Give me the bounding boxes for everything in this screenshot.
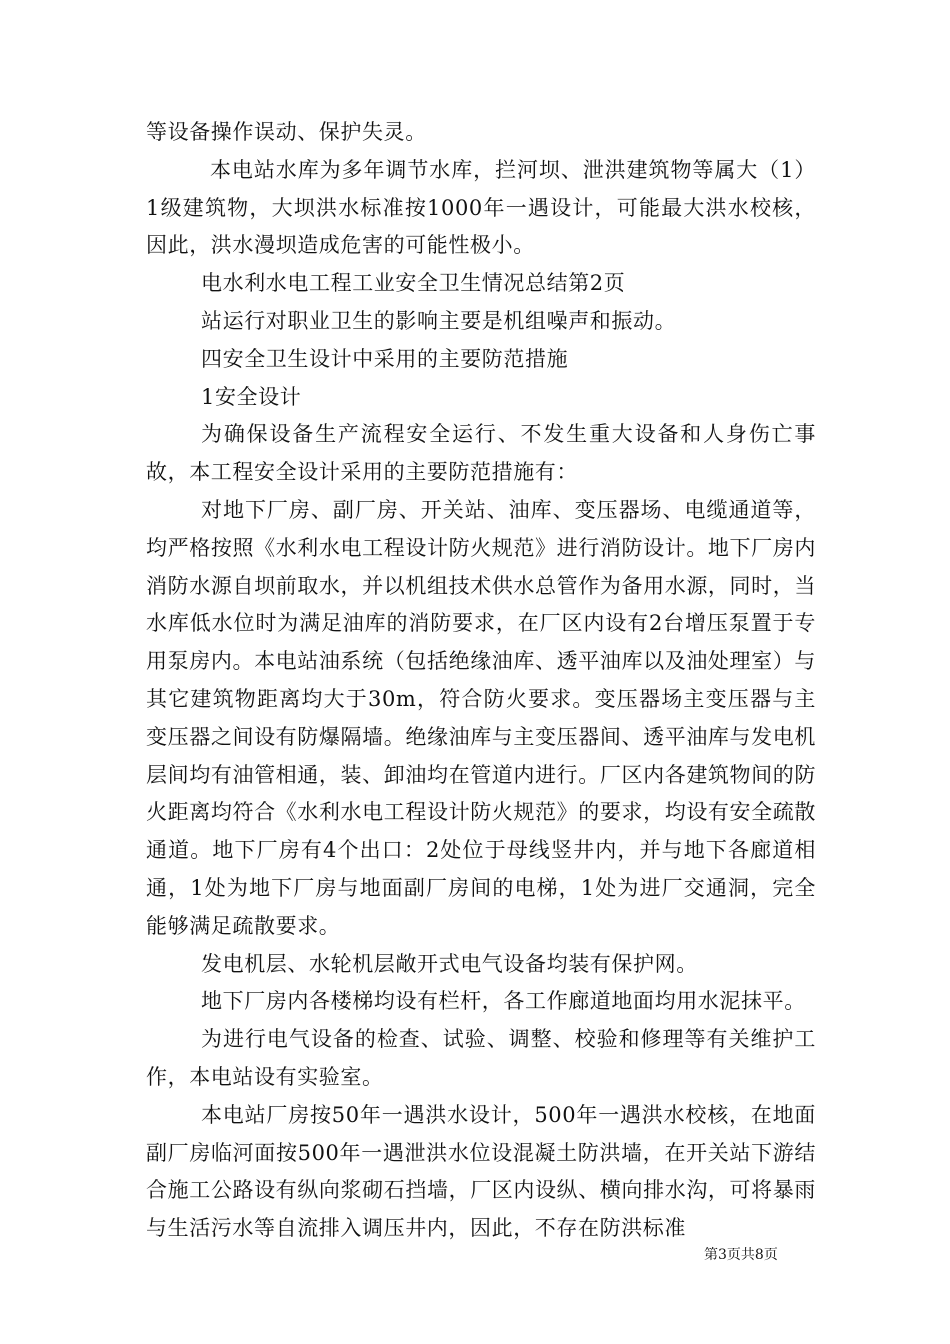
- paragraph-flood-control: 本电站厂房按50年一遇洪水设计，500年一遇洪水校核，在地面副厂房临河面按500年一遇泄洪水位设混凝土防洪墙，在开关站下游结合施工公路设有纵向浆砌石挡墙，厂区内设纵、横向排水沟，可将暴雨与生活污水等自流排入调压井内，因此，不存在防洪标准: [146, 1102, 816, 1241]
- paragraph-fire-protection: 对地下厂房、副厂房、开关站、油库、变压器场、电缆通道等，均严格按照《水利水电工程设计防火规范》进行消防设计。地下厂房内消防水源自坝前取水，并以机组技术供水总管作为备用水源，同时，当水库低水位时为满足油库的消防要求，在厂区内设有2台增压泵置于专用泵房内。本电站油系统（包括绝缘油库、透平油库以及油处理室）与其它建筑物距离均大于30m，符合防火要求。变压器场主变压器与主变压器之间设有防爆隔墙。绝缘油库与主变压器间、透平油库与发电机层间均有油管相通，装、卸油均在管道内进行。厂区内各建筑物间的防火距离均符合《水利水电工程设计防火规范》的要求，均设有安全疏散通道。地下厂房有4个出口：2处位于母线竖井内，并与地下各廊道相通，1处为地下厂房与地面副厂房间的电梯，1处为进厂交通洞，完全能够满足疏散要求。: [146, 497, 816, 938]
- paragraph-protective-net: 发电机层、水轮机层敞开式电气设备均装有保护网。: [201, 951, 698, 976]
- section-heading-measures: 四安全卫生设计中采用的主要防范措施: [201, 346, 569, 371]
- paragraph-reservoir: 本电站水库为多年调节水库，拦河坝、泄洪建筑物等属大（1）1级建筑物，大坝洪水标准按1000年一遇设计，可能最大洪水校核，因此，洪水漫坝造成危害的可能性极小。: [146, 157, 816, 258]
- paragraph-continuation: 等设备操作误动、保护失灵。: [146, 120, 427, 144]
- page-number: 第3页共8页: [704, 1247, 778, 1263]
- paragraph-running-header: 电水利水电工程工业安全卫生情况总结第2页: [201, 271, 626, 296]
- paragraph-occupational-health: 站运行对职业卫生的影响主要是机组噪声和振动。: [201, 308, 677, 333]
- paragraph-stair-railings: 地下厂房内各楼梯均设有栏杆，各工作廊道地面均用水泥抹平。: [201, 989, 806, 1014]
- subsection-heading-safety-design: 1安全设计: [201, 384, 302, 409]
- document-body: [146, 114, 816, 1248]
- paragraph-laboratory: 为进行电气设备的检查、试验、调整、校验和修理等有关维护工作，本电站设有实验室。: [146, 1027, 816, 1089]
- paragraph-safety-intro: 为确保设备生产流程安全运行、不发生重大设备和人身伤亡事故，本工程安全设计采用的主要防范措施有：: [146, 422, 816, 485]
